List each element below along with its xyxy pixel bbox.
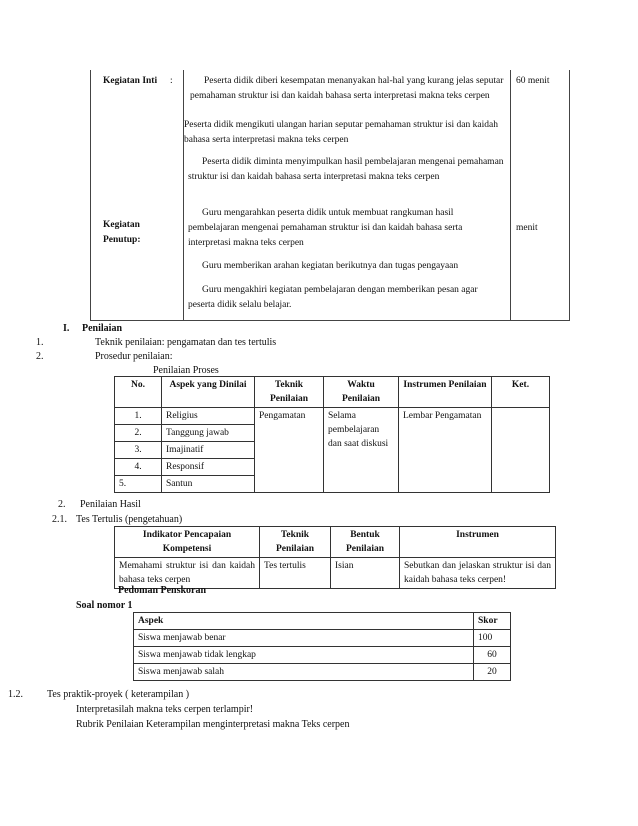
proses-cell-waktu: Selama pembelajaran dan saat diskusi: [324, 408, 399, 493]
table-header-row: [115, 527, 556, 558]
kegiatan-penutup-time: menit: [516, 223, 538, 233]
skor-cell-skor: 100: [474, 630, 511, 647]
skor-cell-aspek: Siswa menjawab salah: [134, 664, 474, 681]
skor-header-aspek: Aspek: [134, 613, 474, 630]
praktik-line-1: Interpretasilah makna teks cerpen terlampir!: [76, 704, 254, 715]
hasil-header-indikator: Indikator Pencapaian Kompetensi: [115, 527, 260, 558]
skor-table: [133, 612, 511, 681]
kegiatan-col-divider-1: [183, 70, 184, 320]
proses-header-ket: Ket.: [492, 377, 550, 408]
praktik-num: 1.2.: [8, 689, 23, 700]
pedoman-title: Pedoman Penskoran: [118, 585, 207, 596]
penilaian-proses-title: Penilaian Proses: [153, 365, 219, 376]
pedoman-soal: Soal nomor 1: [76, 600, 133, 611]
hasil-header-bentuk: Bentuk Penilaian: [331, 527, 400, 558]
kegiatan-penutup-label-2: Penutup:: [103, 235, 141, 245]
table-row: [134, 664, 511, 681]
table-row: [115, 408, 550, 425]
proses-cell-aspek: Imajinatif: [162, 442, 255, 459]
proses-cell-ket: [492, 408, 550, 493]
hasil-cell-instrumen: Sebutkan dan jelaskan struktur isi dan kaidah bahasa teks cerpen!: [400, 558, 556, 589]
proses-cell-no: 4.: [115, 459, 162, 476]
penilaian-item2-num: 2.: [36, 351, 44, 362]
kegiatan-inti-time: 60 menit: [516, 76, 550, 86]
praktik-title: Tes praktik-proyek ( keterampilan ): [47, 689, 190, 700]
skor-cell-skor: 60: [474, 647, 511, 664]
penilaian-item1-num: 1.: [36, 337, 44, 348]
kegiatan-penutup-text-1: Peserta didik diminta menyimpulkan hasil pembelajaran mengenai pemahaman struktur isi dan kaidah bahasa serta interpretasi makna teks cerpen: [188, 157, 504, 182]
hasil-cell-indikator: Memahami struktur isi dan kaidah bahasa teks cerpen: [115, 558, 260, 589]
hasil-cell-teknik: Tes tertulis: [260, 558, 331, 589]
proses-header-teknik: Teknik Penilaian: [255, 377, 324, 408]
hasil-header-teknik: Teknik Penilaian: [260, 527, 331, 558]
proses-cell-no: 2.: [115, 425, 162, 442]
proses-cell-aspek: Tanggung jawab: [162, 425, 255, 442]
proses-table: [114, 376, 550, 493]
kegiatan-penutup-text-4: Guru mengakhiri kegiatan pembelajaran dengan memberikan pesan agar peserta didik selalu belajar.: [188, 285, 478, 310]
proses-cell-no: 1.: [115, 408, 162, 425]
hasil-header-instrumen: Instrumen: [400, 527, 556, 558]
proses-header-waktu: Waktu Penilaian: [324, 377, 399, 408]
skor-header-skor: Skor: [474, 613, 511, 630]
proses-header-aspek: Aspek yang Dinilai: [162, 377, 255, 408]
kegiatan-inti-colon: :: [170, 76, 173, 86]
hasil-num: 2.: [58, 499, 66, 510]
proses-header-instrumen: Instrumen Penilaian: [399, 377, 492, 408]
skor-cell-aspek: Siswa menjawab benar: [134, 630, 474, 647]
hasil-title: Penilaian Hasil: [80, 499, 141, 510]
hasil-table: [114, 526, 556, 589]
kegiatan-inti-label: Kegiatan Inti: [103, 76, 158, 86]
skor-cell-aspek: Siswa menjawab tidak lengkap: [134, 647, 474, 664]
kegiatan-penutup-label-1: Kegiatan: [103, 220, 140, 230]
kegiatan-penutup-text-2: Guru mengarahkan peserta didik untuk membuat rangkuman hasil pembelajaran mengenai pemahaman struktur isi dan kaidah bahasa serta interpretasi makna teks cerpen: [188, 208, 463, 248]
proses-cell-instrumen: Lembar Pengamatan: [399, 408, 492, 493]
proses-cell-no: 5.: [115, 476, 162, 493]
proses-cell-no: 3.: [115, 442, 162, 459]
kegiatan-inti-text-2: Peserta didik mengikuti ulangan harian seputar pemahaman struktur isi dan kaidah bahasa serta interpretasi makna teks cerpen: [184, 120, 498, 145]
penilaian-item1: Teknik penilaian: pengamatan dan tes tertulis: [95, 337, 277, 348]
hasil-sub-num: 2.1.: [52, 514, 67, 525]
penilaian-heading-num: I.: [63, 323, 70, 334]
skor-cell-skor: 20: [474, 664, 511, 681]
proses-cell-aspek: Religius: [162, 408, 255, 425]
penilaian-heading: Penilaian: [82, 323, 123, 334]
penilaian-item2: Prosedur penilaian:: [95, 351, 173, 362]
hasil-sub-title: Tes Tertulis (pengetahuan): [76, 514, 183, 525]
praktik-line-2: Rubrik Penilaian Keterampilan menginterpretasi makna Teks cerpen: [76, 719, 350, 730]
proses-header-no: No.: [115, 377, 162, 408]
proses-cell-aspek: Responsif: [162, 459, 255, 476]
table-row: [134, 630, 511, 647]
hasil-cell-bentuk: Isian: [331, 558, 400, 589]
table-header-row: [115, 377, 550, 408]
kegiatan-inti-text-1: Peserta didik diberi kesempatan menanyakan hal-hal yang kurang jelas seputar pemahaman struktur isi dan kaidah bahasa serta interpretasi makna teks cerpen: [190, 76, 504, 101]
proses-cell-aspek: Santun: [162, 476, 255, 493]
kegiatan-col-divider-2: [510, 70, 511, 320]
table-row: [134, 647, 511, 664]
kegiatan-penutup-text-3: Guru memberikan arahan kegiatan berikutnya dan tugas pengayaan: [202, 261, 459, 271]
proses-cell-teknik: Pengamatan: [255, 408, 324, 493]
table-header-row: [134, 613, 511, 630]
